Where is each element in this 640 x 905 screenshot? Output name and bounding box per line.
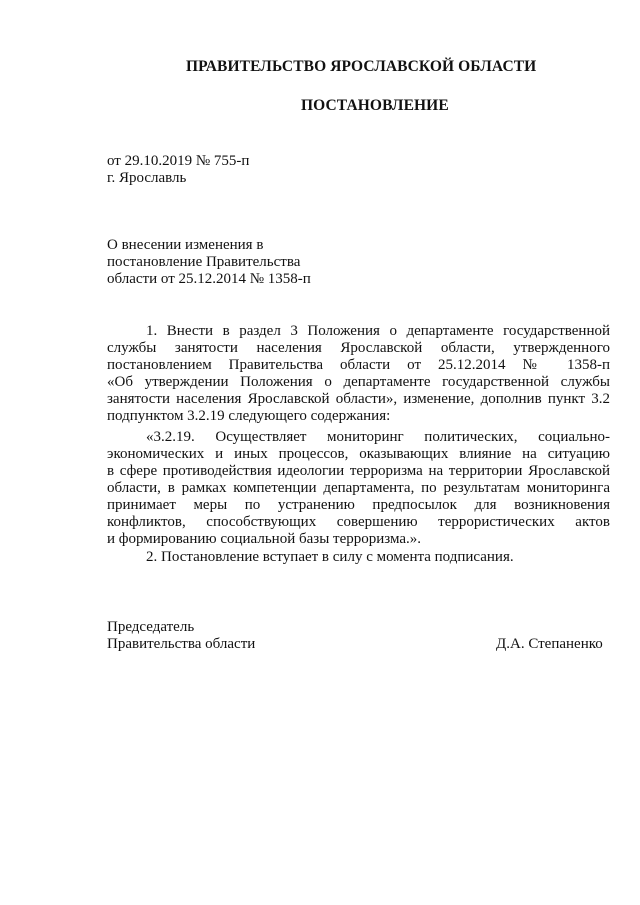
signature-title-line2: Правительства области [107,636,256,652]
body-line: принимает меры по устранению предпосылок для возникновения [107,497,610,513]
body-line: «3.2.19. Осуществляет мониторинг политических, социально- [146,429,610,445]
body-line: и формированию социальной базы терроризма.». [107,531,422,547]
body-line: области, в рамках компетенции департамента, по результатам мониторинга [107,480,610,496]
body-line: в сфере противодействия идеологии терроризма на территории Ярославской [107,463,610,479]
subject-line: О внесении изменения в [107,237,264,253]
government-title: ПРАВИТЕЛЬСТВО ЯРОСЛАВСКОЙ ОБЛАСТИ [186,58,537,75]
body-line: 1. Внести в раздел 3 Положения о департаменте государственной [146,323,610,339]
body-line: конфликтов, способствующих совершению террористических актов [107,514,610,530]
date-number: от 29.10.2019 № 755-п [107,153,250,169]
subject-line: области от 25.12.2014 № 1358-п [107,271,311,287]
body-line: постановлением Правительства области от 25.12.2014 № 1358-п [107,357,610,373]
city: г. Ярославль [107,170,187,186]
body-line: экономических и иных процессов, оказывающих влияние на ситуацию [107,446,610,462]
signature-name: Д.А. Степаненко [496,636,603,652]
body-line: занятости населения Ярославской области», изменение, дополнив пункт 3.2 [107,391,610,407]
signature-title-line1: Председатель [107,619,195,635]
document-type: ПОСТАНОВЛЕНИЕ [301,97,449,114]
subject-line: постановление Правительства [107,254,301,270]
body-line: «Об утверждении Положения о департаменте государственной службы [107,374,610,390]
body-line: службы занятости населения Ярославской области, утвержденного [107,340,610,356]
paragraph-3: 2. Постановление вступает в силу с момента подписания. [146,549,514,565]
body-line: подпунктом 3.2.19 следующего содержания: [107,408,391,424]
